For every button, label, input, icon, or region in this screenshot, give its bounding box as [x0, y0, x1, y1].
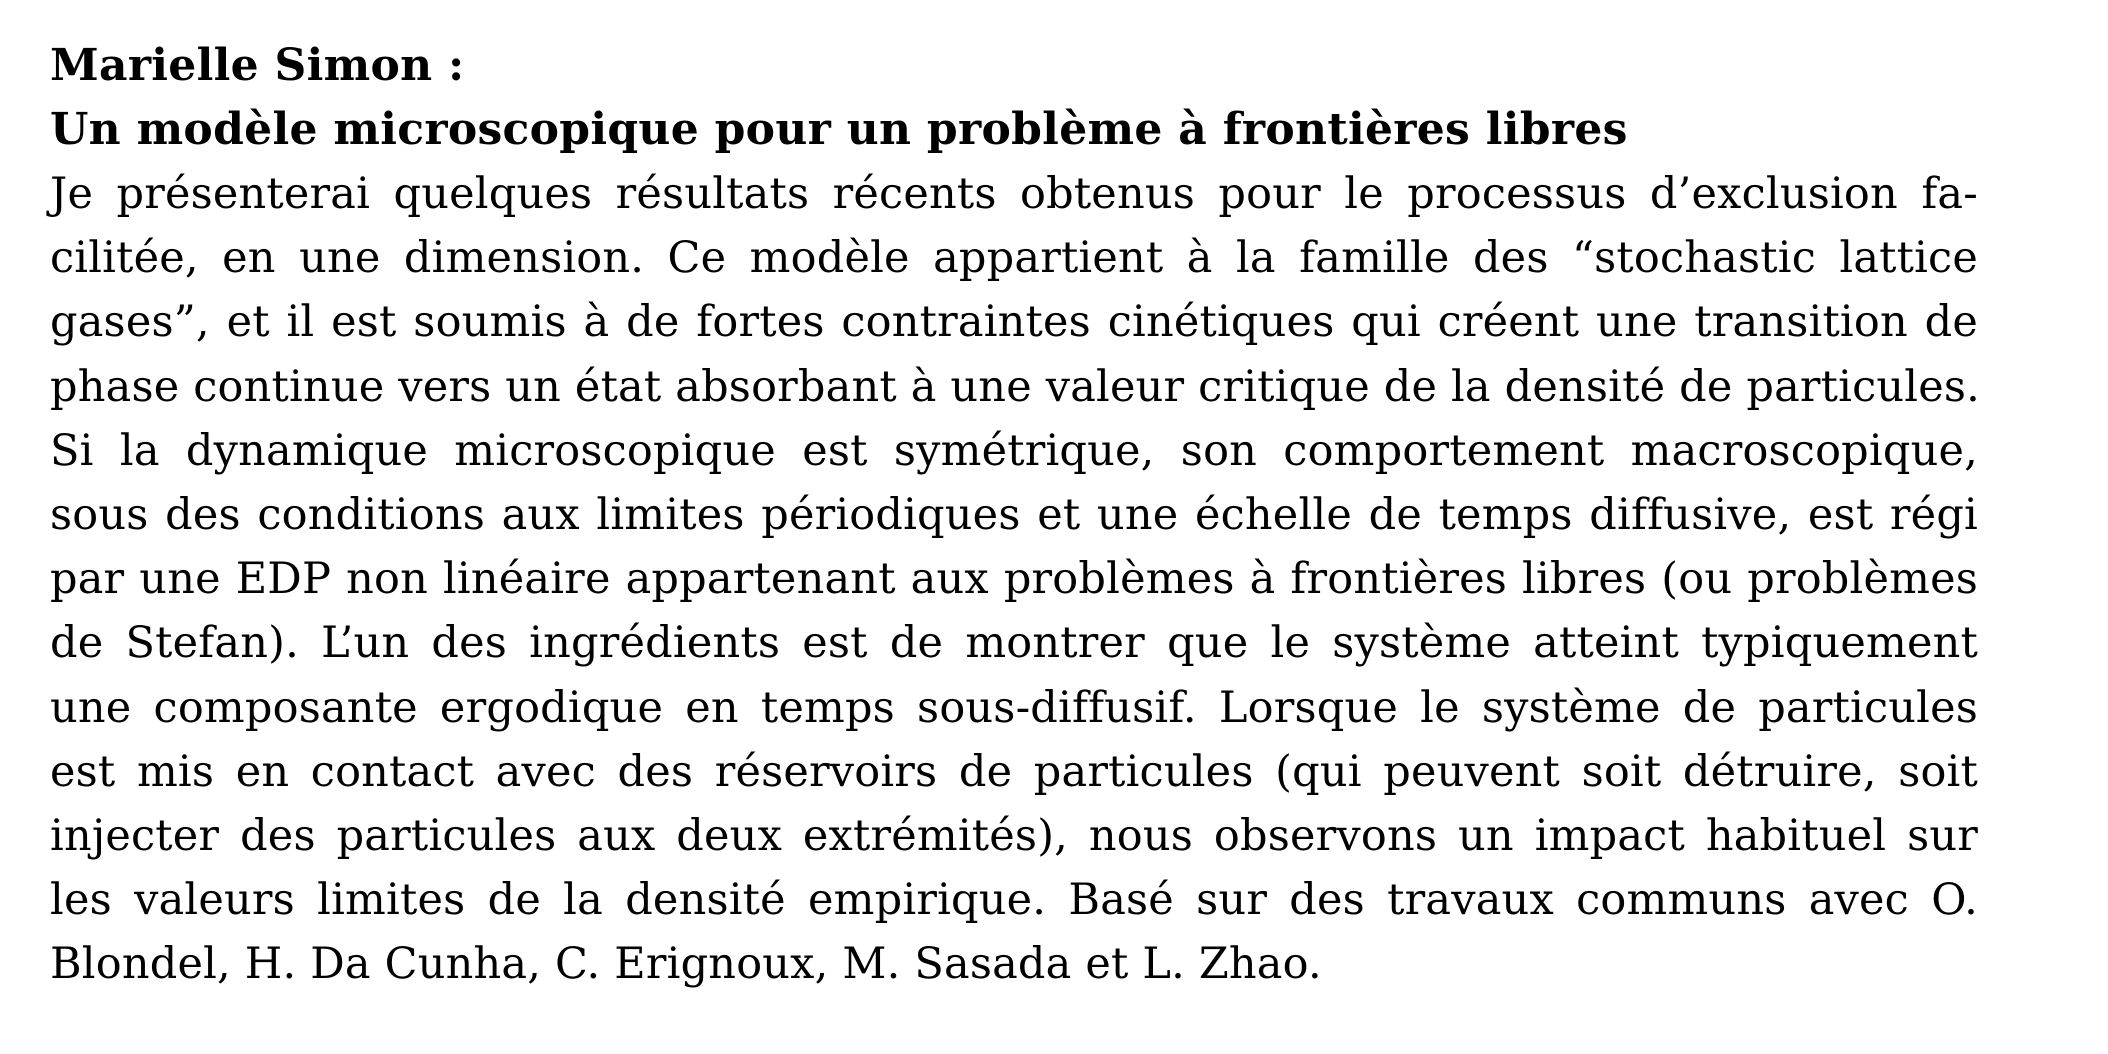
abstract-line: gases”, et il est soumis à de fortes contraintes cinétiques qui créent une transition de — [50, 297, 1978, 348]
abstract-line: est mis en contact avec des réservoirs de particules (qui peuvent soit détruire, soit — [50, 746, 1978, 797]
document — [50, 34, 1981, 997]
abstract-line: par une EDP non linéaire appartenant aux problèmes à frontières libres (ou problèmes — [50, 554, 1978, 605]
abstract-line: Blondel, H. Da Cunha, C. Erignoux, M. Sasada et L. Zhao. — [50, 939, 1322, 990]
talk-title: Un modèle microscopique pour un problème à frontières libres — [50, 104, 1628, 155]
abstract-line: Si la dynamique microscopique est symétrique, son comportement macroscopique, — [50, 425, 1978, 476]
abstract-line: phase continue vers un état absorbant à une valeur critique de la densité de particules. — [50, 361, 1981, 412]
abstract-paragraph — [50, 162, 1981, 997]
abstract-line: une composante ergodique en temps sous-diffusif. Lorsque le système de particules — [50, 682, 1978, 733]
abstract-line: sous des conditions aux limites périodiques et une échelle de temps diffusive, est régi — [50, 490, 1978, 541]
abstract-line: les valeurs limites de la densité empirique. Basé sur des travaux communs avec O. — [50, 875, 1978, 926]
abstract-line: de Stefan). L’un des ingrédients est de montrer que le système atteint typiquement — [50, 618, 1978, 669]
abstract-line: injecter des particules aux deux extrémités), nous observons un impact habituel sur — [50, 811, 1978, 862]
author-name: Marielle Simon : — [50, 40, 465, 91]
abstract-line: Je présenterai quelques résultats récents obtenus pour le processus d’exclusion fa- — [50, 169, 1978, 219]
abstract-line: cilitée, en une dimension. Ce modèle appartient à la famille des “stochastic lattice — [50, 233, 1978, 284]
